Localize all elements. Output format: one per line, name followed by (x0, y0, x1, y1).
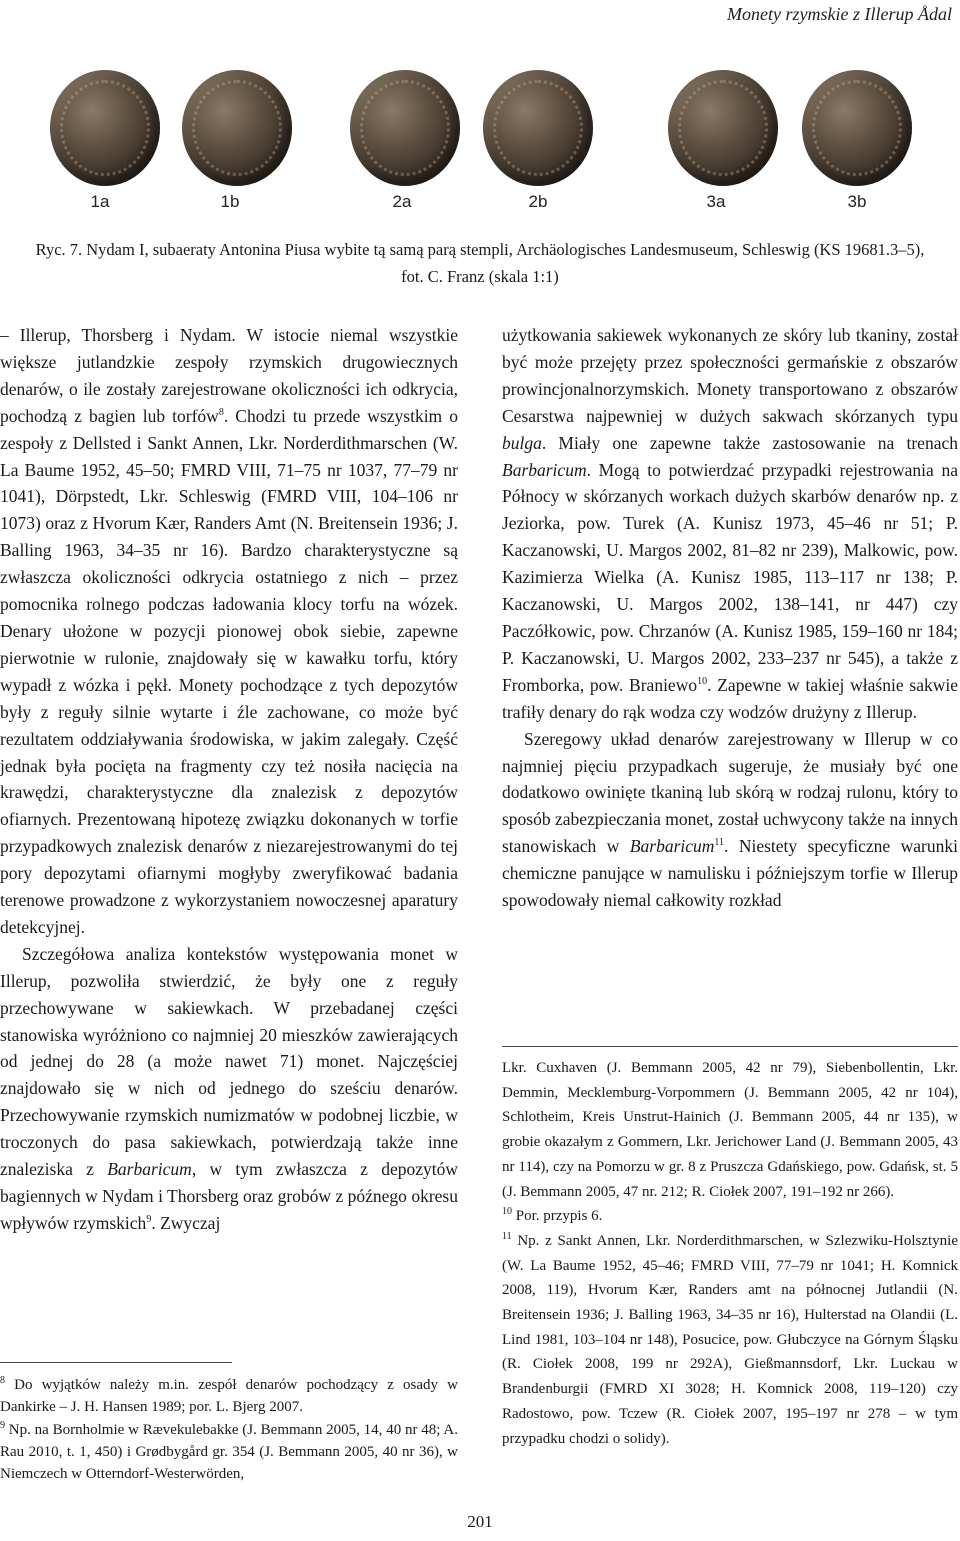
right-paragraph-1: użytkowania sakiewek wykonanych ze skóry lub tkaniny, został być może przejęty przez społeczności germańskie z obszarów prowincjonalnorzymskich. Monety transportowano z obszarów Cesarstwa najpewniej w dużych sakwach skórzanych typu bulga. Miały one zapewne także zastosowanie na trenach Barbaricum. Mogą to potwierdzać przypadki rejestrowania na Północy w skórzanych workach dużych skarbów denarów np. z Jeziorka, pow. Turek (A. Kunisz 1973, 45–46 nr 51; P. Kaczanowski, U. Margos 2002, 81–82 nr 239), Malkowic, pow. Kazimierza Wielka (A. Kunisz 1985, 113–117 nr 138; P. Kaczanowski, U. Margos 2002, 138–141, nr 447) czy Paczółkowic, pow. Chrzanów (A. Kunisz 1985, 159–160 nr 184; P. Kaczanowski, U. Margos 2002, 233–237 nr 545), a także z Fromborka, pow. Braniewo$^{10}$. Zapewne w takiej właśnie sakwie trafiły denary do rąk wodza czy wodzów drużyny z Illerup. (502, 325, 958, 722)
caption-line-2: fot. C. Franz (skala 1:1) (401, 267, 559, 286)
coin-image-1b (182, 70, 292, 186)
coin-image-2a (350, 70, 460, 186)
left-paragraph-1: – Illerup, Thorsberg i Nydam. W istocie niemal wszystkie większe jutlandzkie zespoły rzymskich drugowiecznych denarów, o ile zostały zarejestrowane okoliczności ich odkrycia, pochodzą z bagien lub torfów$^8$. Chodzi tu przede wszystkim o zespoły z Dellsted i Sankt Annen, Lkr. Norderdithmarschen (W. La Baume 1952, 45–50; FMRD VIII, 71–75 nr 1037, 77–79 nr 1041), Dörpstedt, Lkr. Schleswig (FMRD VIII, 104–106 nr 1073) oraz z Hvorum Kær, Randers Amt (N. Breitensein 1936; J. Balling 1963, 34–35 nr 16). Bardzo charakterystyczne są zwłaszcza okoliczności odkrycia ostatniego z nich – przez pomocnika rolnego podczas ładowania klocy torfu na wózek. Denary ułożone w pozycji pionowej obok siebie, zapewne pierwotnie w rulonie, znajdowały się w kawałku torfu, który wypadł z wózka i pękł. Monety pochodzące z tych depozytów były z reguły silnie wytarte i źle zachowane, co może być rezultatem oddziaływania środowiska, w jakim zalegały. Część jednak była pocięta na fragmenty czy też nosiła nacięcia na krawędzi, charakterystyczne dla znalezisk z depozytów ofiarnych. Prezentowaną hipotezę związku dokonanych w torfie przypadkowych znalezisk denarów z niezarejestrowanymi do tej pory depozytami ofiarnymi mogłyby zweryfikować badania terenowe prowadzone z wykorzystaniem nowoczesnej aparatury detekcyjnej. (0, 325, 459, 937)
coin-label-2a: 2a (392, 192, 412, 211)
footnote-9-continued: Lkr. Cuxhaven (J. Bemmann 2005, 42 nr 79), Siebenbollentin, Lkr. Demmin, Mecklemburg-Vorpommern (J. Bemmann 2005, 42 nr 104), Schlotheim, Kreis Unstrut-Hainich (J. Bemmann 2005, 44 nr 135), w grobie okazałym z Gommern, Lkr. Jerichower Land (J. Bemmann 2005, 43 nr 114), czy na Pomorzu w gr. 8 z Pruszcza Gdańskiego, pow. Gdańsk, st. 5 (J. Bemmann 2005, 47 nr. 212; R. Ciołek 2007, 191–192 nr 266). (502, 1060, 958, 1200)
page-number: 201 (467, 1512, 493, 1531)
footnote-ref-10[interactable]: 10 (697, 675, 708, 687)
running-head: Monety rzymskie z Illerup Ådal (727, 4, 952, 24)
footnote-ref-8[interactable]: 8 (218, 406, 224, 418)
coin-image-3b (802, 70, 912, 186)
footnote-divider-left (0, 1362, 232, 1363)
footnote-ref-9[interactable]: 9 (146, 1214, 152, 1226)
footnote-9: $^9$ Np. na Bornholmie w Rævekulebakke (J. Bemmann 2005, 14, 40 nr 48; A. Rau 2010, t. 1, 450) i Grødbygård gr. 354 (J. Bemmann 2005, 40 nr 36), w Niemczech w Otterndorf-Westerwörden, (0, 1419, 458, 1483)
left-column (0, 322, 458, 1237)
coin-label-3a: 3a (706, 192, 726, 211)
right-paragraph-2: Szeregowy układ denarów zarejestrowany w Illerup w co najmniej pięciu przypadkach sugeruje, że musiały być one dodatkowo owinięte tkaniną lub skórą w rodzaj rulonu, który to sposób zabezpieczania monet, został uchwycony także na innych stanowiskach w Barbaricum$^{11}$. Niestety specyficzne warunki chemiczne panujące w namulisku i późniejszym torfie w Illerup spowodowały niemal całkowity rozkład (502, 728, 958, 911)
right-column (502, 322, 958, 914)
footnote-ref-11[interactable]: 11 (714, 837, 725, 849)
footnotes-left (0, 1374, 458, 1485)
footnote-10: $^{10}$ Por. przypis 6. (502, 1206, 603, 1225)
footnote-divider-right (502, 1046, 958, 1047)
footnote-8: $^8$ Do wyjątków należy m.in. zespół denarów pochodzący z osady w Dankirke – J. H. Hansen 1989; por. L. Bjerg 2007. (0, 1375, 458, 1416)
coin-figure (50, 70, 940, 200)
left-paragraph-2: Szczegółowa analiza kontekstów występowania monet w Illerup, pozwoliła stwierdzić, że były one z reguły przechowywane w sakiewkach. W przebadanej części stanowiska wyróżniono co najmniej 20 mieszków zawierających od jednej do 28 (a może nawet 71) monet. Najczęściej znajdowało się w nich od jednego do sześciu denarów. Przechowywanie rzymskich numizmatów w podobnej liczbie, w troczonych do pasa sakiewkach, potwierdzają także inne znaleziska z Barbaricum, w tym zwłaszcza z depozytów bagiennych w Nydam i Thorsberg oraz grobów z późnego okresu wpływów rzymskich$^9$. Zwyczaj (0, 943, 458, 1233)
figure-caption (0, 236, 960, 290)
coin-label-1b: 1b (220, 192, 240, 211)
coin-image-3a (668, 70, 778, 186)
coin-label-3b: 3b (847, 192, 867, 211)
coin-image-2b (483, 70, 593, 186)
coin-label-2b: 2b (528, 192, 548, 211)
footnote-11: $^{11}$ Np. z Sankt Annen, Lkr. Norderdithmarschen, w Szlezwiku-Holsztynie (W. La Baume 1952, 45–46; FMRD VIII, 77–79 nr 1041; H. Komnick 2008, 119), Hvorum Kær, Randers amt na północnej Jutlandii (N. Breitensein 1936; J. Balling 1963, 34–35 nr 16), Hulterstad na Olandii (L. Lind 1981, 103–104 nr 148), Posucice, pow. Głubczyce na Górnym Śląsku (R. Ciołek 2008, 199 nr 292A), Gießmannsdorf, Lkr. Luckau w Brandenburgii (FMRD XI 3028; H. Komnick 2008, 119–120) czy Radostowo, pow. Tczew (R. Ciołek 2007, 195–197 nr 278 – w tym przypadku chodzi o solidy). (502, 1230, 958, 1447)
footnotes-right (502, 1056, 958, 1451)
coin-image-1a (50, 70, 160, 186)
caption-line-1: Ryc. 7. Nydam I, subaeraty Antonina Piusa wybite tą samą parą stempli, Archäologisches Landesmuseum, Schleswig (KS 19681.3–5), (35, 240, 925, 259)
coin-label-1a: 1a (90, 192, 110, 211)
